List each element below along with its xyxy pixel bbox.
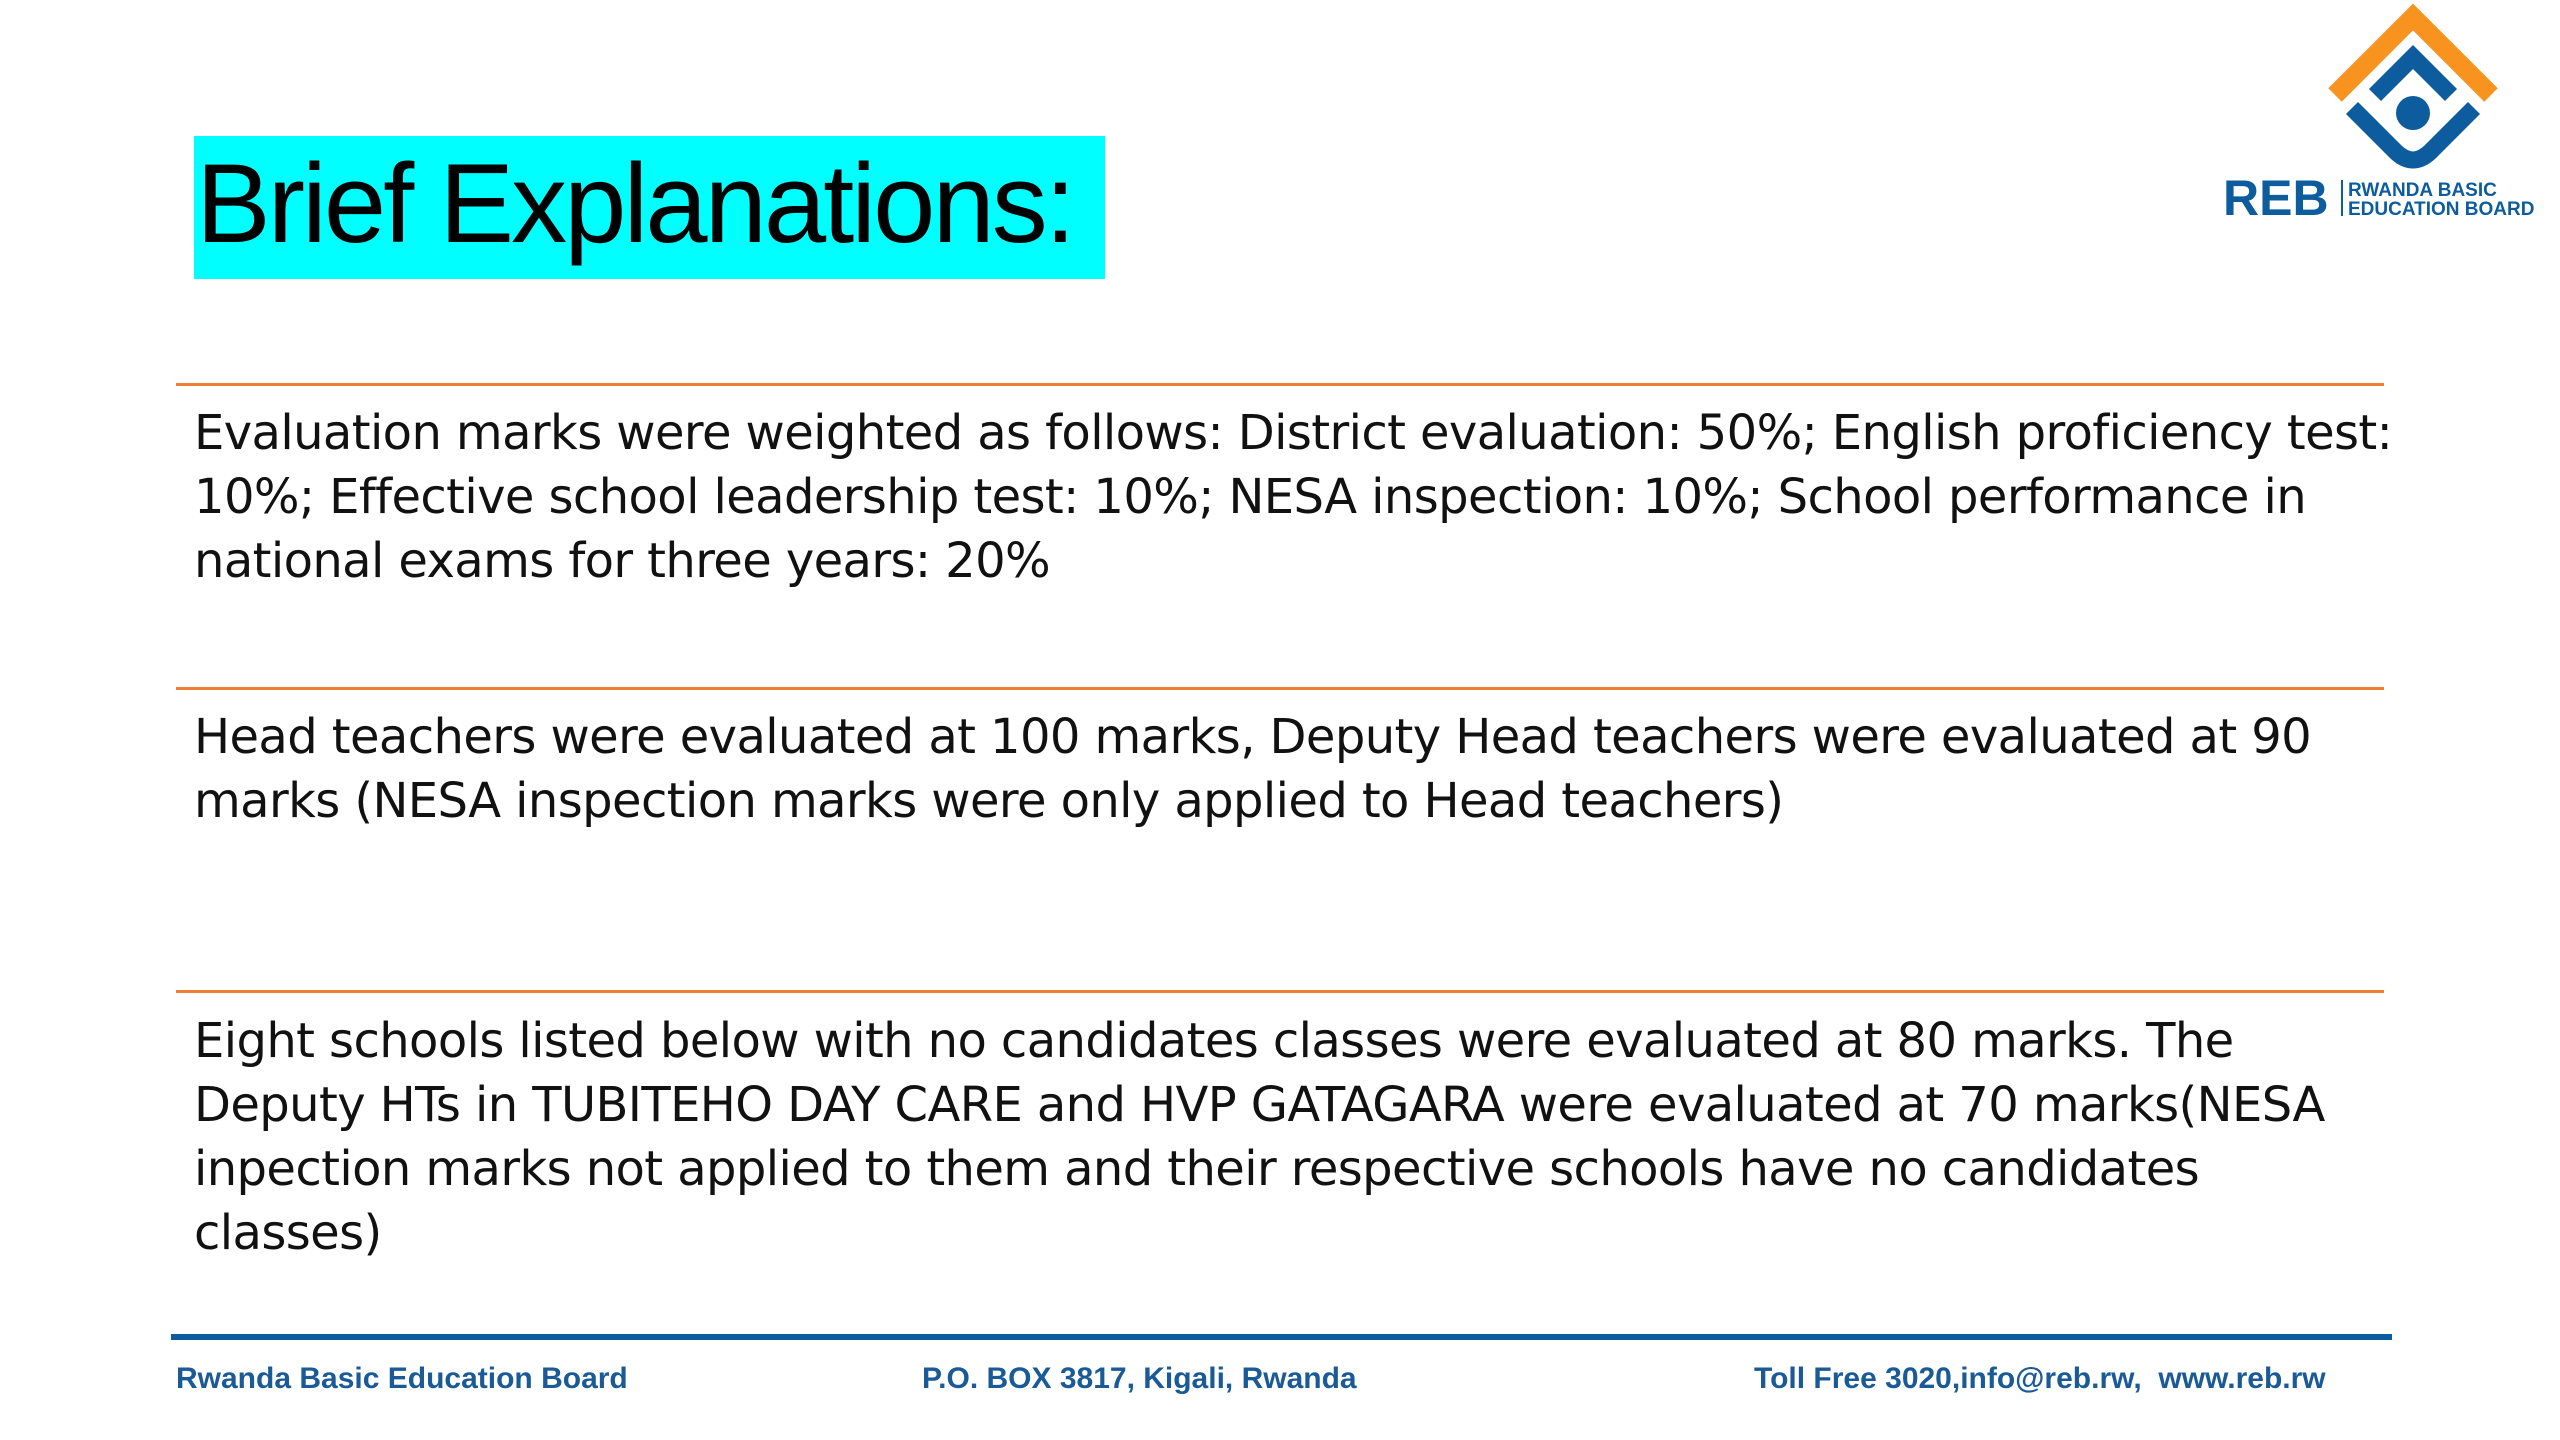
logo-head-icon: [2396, 96, 2430, 130]
paragraph-weighting: Evaluation marks were weighted as follows: District evaluation: 50%; English proficiency test: 10%; Effective school leadership test: 10%; NESA inspection: 10%; School performance in national exams for three years: 20%: [194, 405, 2393, 589]
logo-line1: RWANDA BASIC: [2348, 180, 2497, 201]
divider: [176, 687, 2384, 690]
logo-abbr: REB: [2223, 170, 2329, 225]
footer-divider: [171, 1334, 2392, 1340]
paragraph-schools: Eight schools listed below with no candidates classes were evaluated at 80 marks. The Deputy HTs in TUBITEHO DAY CARE and HVP GATAGARA were evaluated at 70 marks(NESA inpection marks not applied to them and their respective schools have no candidates classes): [194, 1013, 2325, 1261]
footer-org: Rwanda Basic Education Board: [176, 1362, 628, 1395]
logo-line2: EDUCATION BOARD: [2348, 199, 2535, 220]
logo-chevron-icon: [2375, 57, 2451, 95]
reb-logo: [2220, 0, 2560, 225]
divider: [176, 383, 2384, 386]
footer-address: P.O. BOX 3817, Kigali, Rwanda: [922, 1362, 1357, 1395]
footer-contact: Toll Free 3020,info@reb.rw, www.reb.rw: [1754, 1362, 2326, 1395]
divider: [176, 990, 2384, 993]
slide-title: Brief Explanations:: [196, 141, 1073, 266]
paragraph-marks: Head teachers were evaluated at 100 marks, Deputy Head teachers were evaluated at 90 marks (NESA inspection marks were only applied to Head teachers): [194, 709, 2312, 829]
